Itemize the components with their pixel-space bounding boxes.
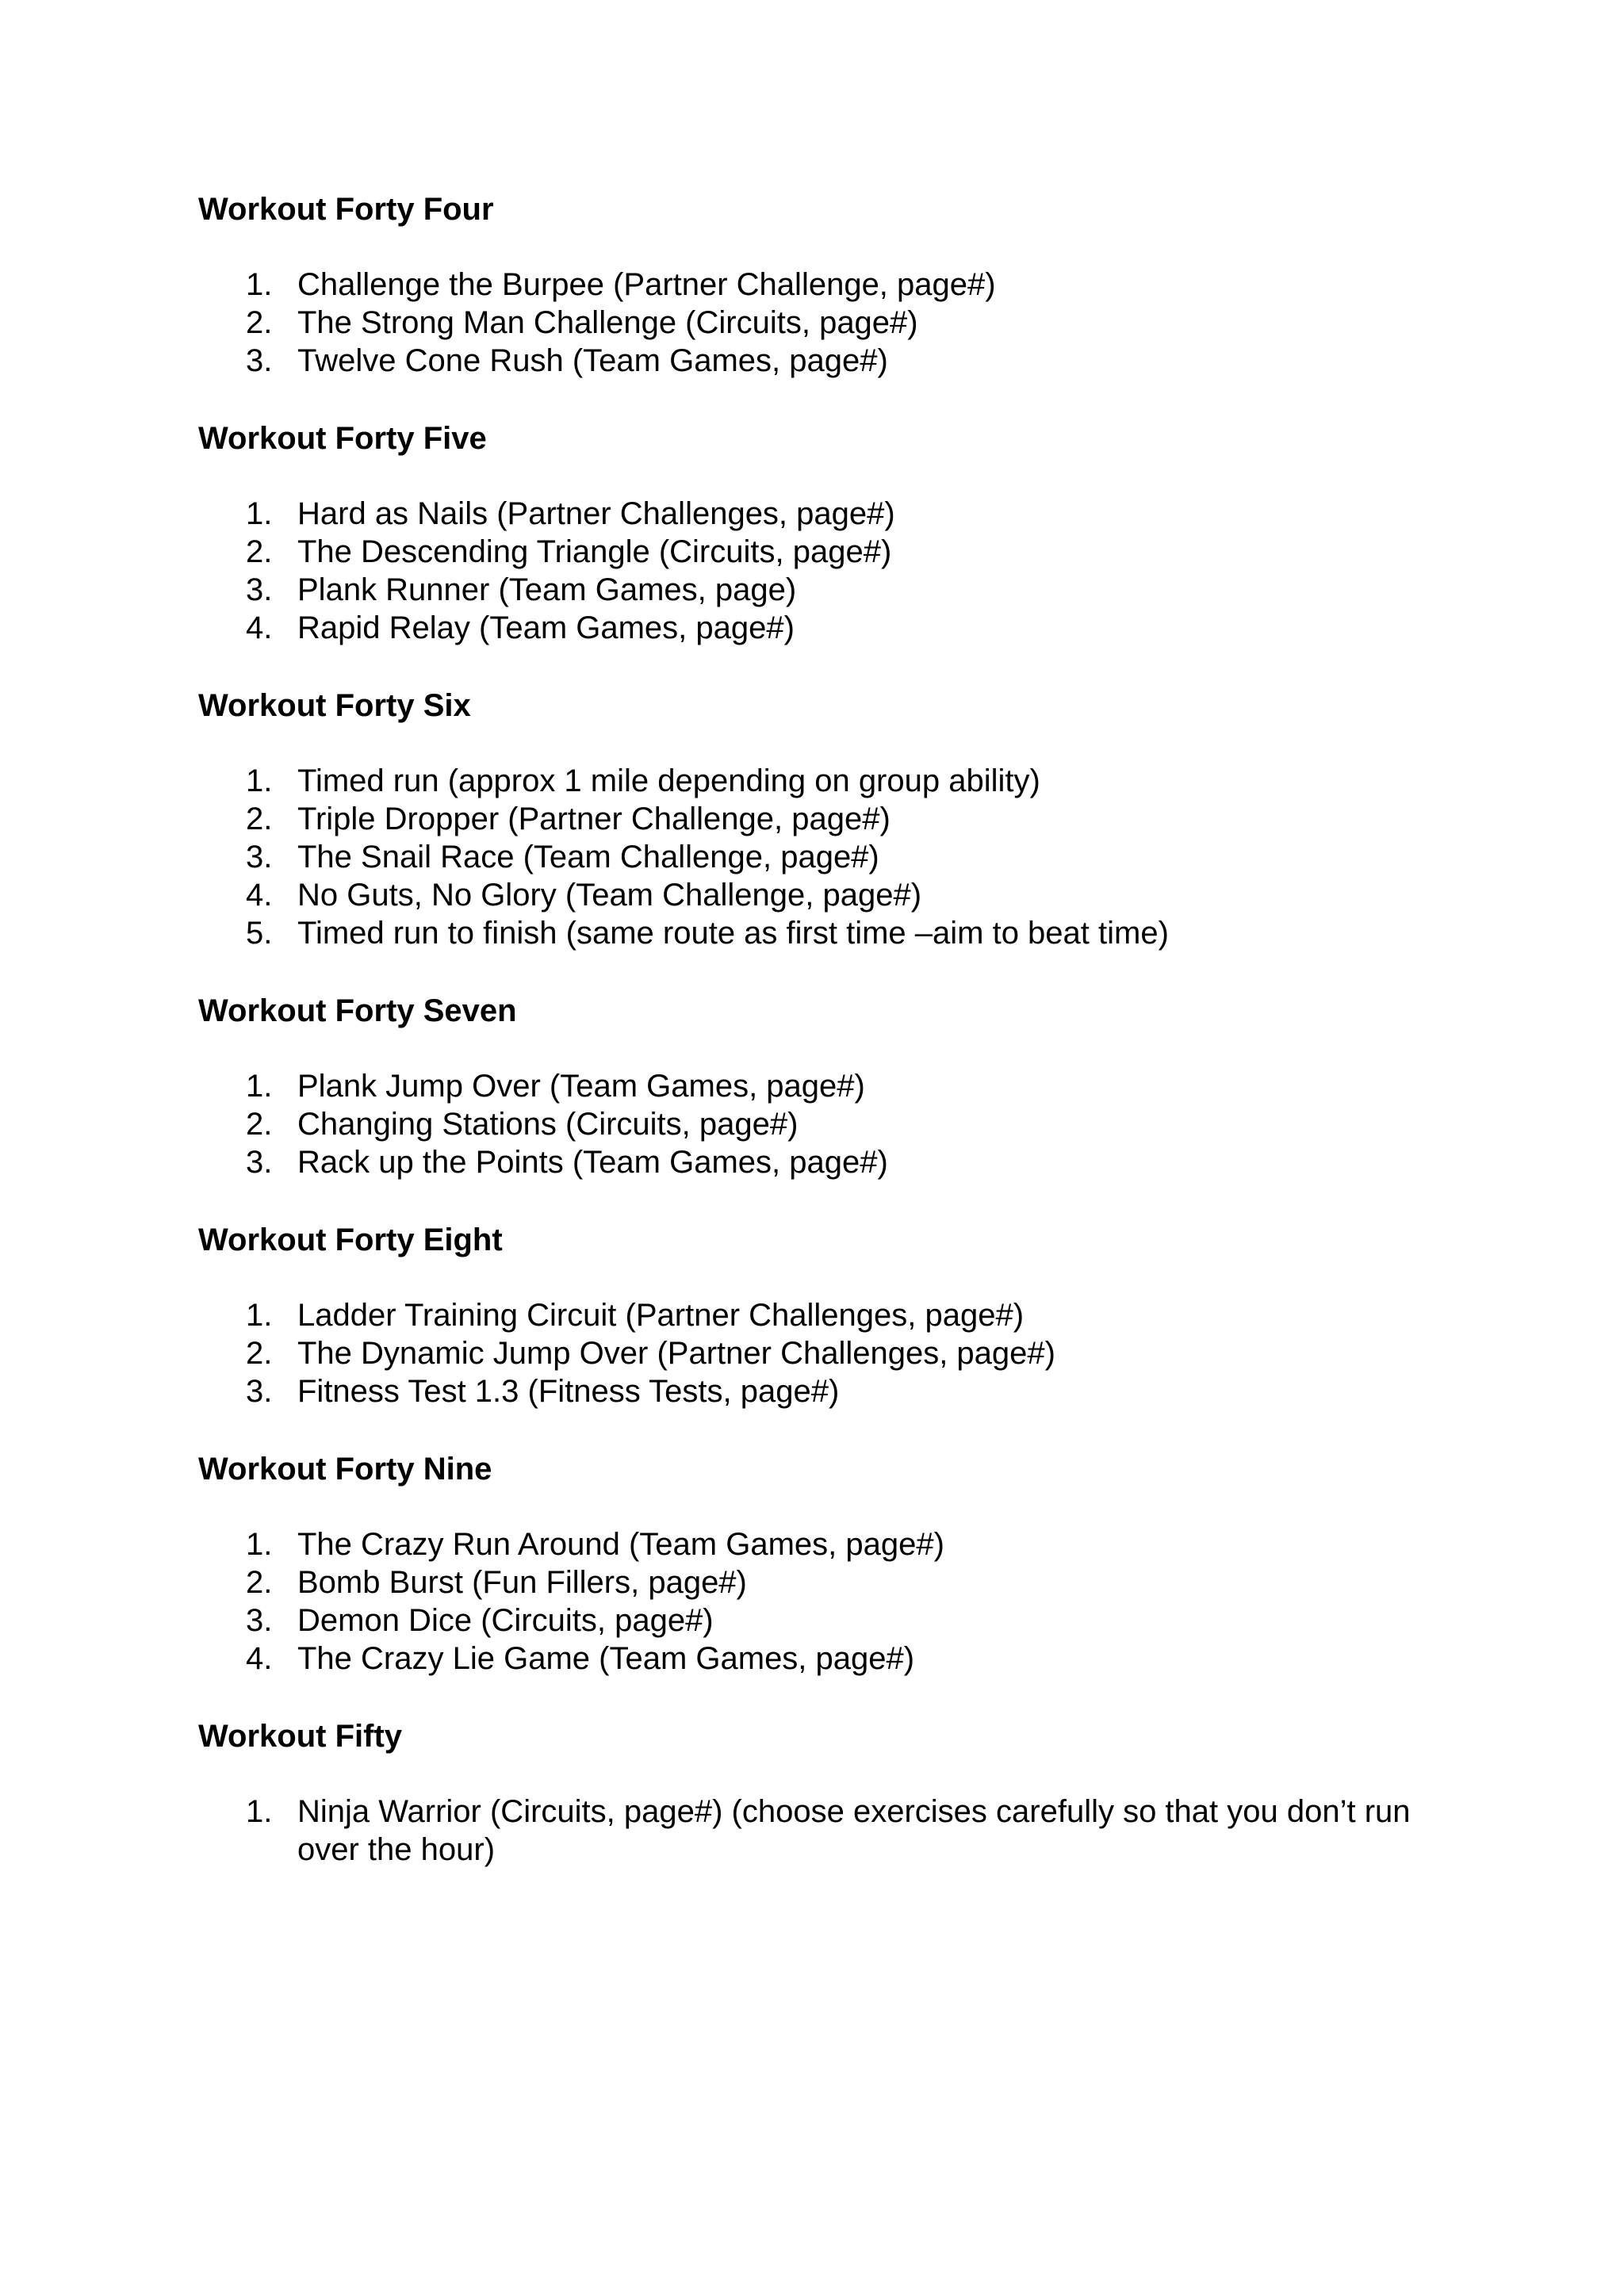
list-item-number: 3. — [246, 1603, 273, 1638]
list-item — [198, 838, 1435, 876]
list-item-text: Rapid Relay (Team Games, page#) — [297, 610, 795, 645]
list-item — [198, 1372, 1435, 1410]
workout-item-list — [198, 1793, 1435, 1869]
list-item-text: The Crazy Run Around (Team Games, page#) — [297, 1527, 944, 1562]
list-item-number: 1. — [246, 1794, 273, 1829]
list-item-number: 1. — [246, 496, 273, 531]
list-item-text: Plank Jump Over (Team Games, page#) — [297, 1069, 865, 1104]
list-item-number: 1. — [246, 1527, 273, 1562]
workout-item-list — [198, 495, 1435, 647]
list-item-number: 3. — [246, 1145, 273, 1180]
list-item — [198, 1563, 1435, 1601]
list-item-number: 2. — [246, 305, 273, 340]
list-item-text: The Dynamic Jump Over (Partner Challenges, page#) — [297, 1336, 1055, 1371]
list-item-text: Challenge the Burpee (Partner Challenge, page#) — [297, 267, 996, 302]
list-item-number: 2. — [246, 1107, 273, 1142]
list-item-number: 4. — [246, 878, 273, 913]
list-item-text: The Snail Race (Team Challenge, page#) — [297, 840, 879, 874]
list-item-text: No Guts, No Glory (Team Challenge, page#) — [297, 878, 922, 913]
list-item-text: Rack up the Points (Team Games, page#) — [297, 1145, 888, 1180]
list-item-number: 4. — [246, 610, 273, 645]
list-item — [198, 800, 1435, 838]
list-item-number: 1. — [246, 1298, 273, 1333]
workout-heading: Workout Forty Six — [198, 688, 471, 723]
list-item — [198, 304, 1435, 342]
list-item-number: 1. — [246, 1069, 273, 1104]
workout-item-list — [198, 762, 1435, 952]
workout-list — [198, 190, 1435, 1908]
workout-heading: Workout Forty Eight — [198, 1223, 503, 1257]
list-item-number: 2. — [246, 1336, 273, 1371]
list-item-number: 3. — [246, 840, 273, 874]
workout-heading: Workout Fifty — [198, 1719, 403, 1754]
list-item — [198, 762, 1435, 800]
workout-heading: Workout Forty Seven — [198, 993, 517, 1028]
list-item-text: Plank Runner (Team Games, page) — [297, 572, 797, 607]
workout-item-list — [198, 1296, 1435, 1410]
list-item-text: The Descending Triangle (Circuits, page#) — [297, 534, 892, 569]
list-item-text: Fitness Test 1.3 (Fitness Tests, page#) — [297, 1374, 840, 1409]
list-item-number: 5. — [246, 916, 273, 951]
list-item-number: 4. — [246, 1641, 273, 1676]
list-item — [198, 1525, 1435, 1563]
workout-item-list — [198, 1525, 1435, 1678]
list-item-text: Timed run to finish (same route as first time –aim to beat time) — [297, 916, 1169, 951]
list-item-number: 2. — [246, 534, 273, 569]
list-item-number: 3. — [246, 343, 273, 378]
list-item — [198, 1067, 1435, 1105]
list-item-number: 3. — [246, 1374, 273, 1409]
list-item-text: Hard as Nails (Partner Challenges, page#) — [297, 496, 895, 531]
list-item-number: 3. — [246, 572, 273, 607]
list-item — [198, 876, 1435, 914]
list-item — [198, 1640, 1435, 1678]
workout-item-list — [198, 1067, 1435, 1181]
list-item-number: 1. — [246, 267, 273, 302]
list-item-number: 2. — [246, 802, 273, 836]
list-item-text: Ladder Training Circuit (Partner Challenges, page#) — [297, 1298, 1025, 1333]
list-item — [198, 266, 1435, 304]
list-item-text: The Crazy Lie Game (Team Games, page#) — [297, 1641, 915, 1676]
list-item — [198, 914, 1435, 952]
list-item — [198, 1143, 1435, 1181]
list-item-text: Ninja Warrior (Circuits, page#) (choose exercises carefully so that you don’t run over the hour) — [297, 1794, 1411, 1867]
list-item — [198, 495, 1435, 533]
list-item — [198, 1105, 1435, 1143]
list-item-text: Timed run (approx 1 mile depending on group ability) — [297, 763, 1040, 798]
list-item — [198, 609, 1435, 647]
workout-item-list — [198, 266, 1435, 380]
workout-heading: Workout Forty Four — [198, 192, 494, 227]
list-item — [198, 533, 1435, 571]
list-item-text: Twelve Cone Rush (Team Games, page#) — [297, 343, 888, 378]
list-item-text: The Strong Man Challenge (Circuits, page#) — [297, 305, 918, 340]
list-item-text: Bomb Burst (Fun Fillers, page#) — [297, 1565, 747, 1600]
workout-heading: Workout Forty Five — [198, 421, 487, 456]
list-item-text: Triple Dropper (Partner Challenge, page#) — [297, 802, 891, 836]
workout-heading: Workout Forty Nine — [198, 1452, 492, 1487]
list-item-number: 2. — [246, 1565, 273, 1600]
list-item-text: Changing Stations (Circuits, page#) — [297, 1107, 799, 1142]
list-item — [198, 571, 1435, 609]
list-item-text: Demon Dice (Circuits, page#) — [297, 1603, 714, 1638]
list-item — [198, 342, 1435, 380]
list-item-number: 1. — [246, 763, 273, 798]
list-item — [198, 1601, 1435, 1640]
list-item — [198, 1793, 1435, 1869]
list-item — [198, 1334, 1435, 1372]
list-item — [198, 1296, 1435, 1334]
